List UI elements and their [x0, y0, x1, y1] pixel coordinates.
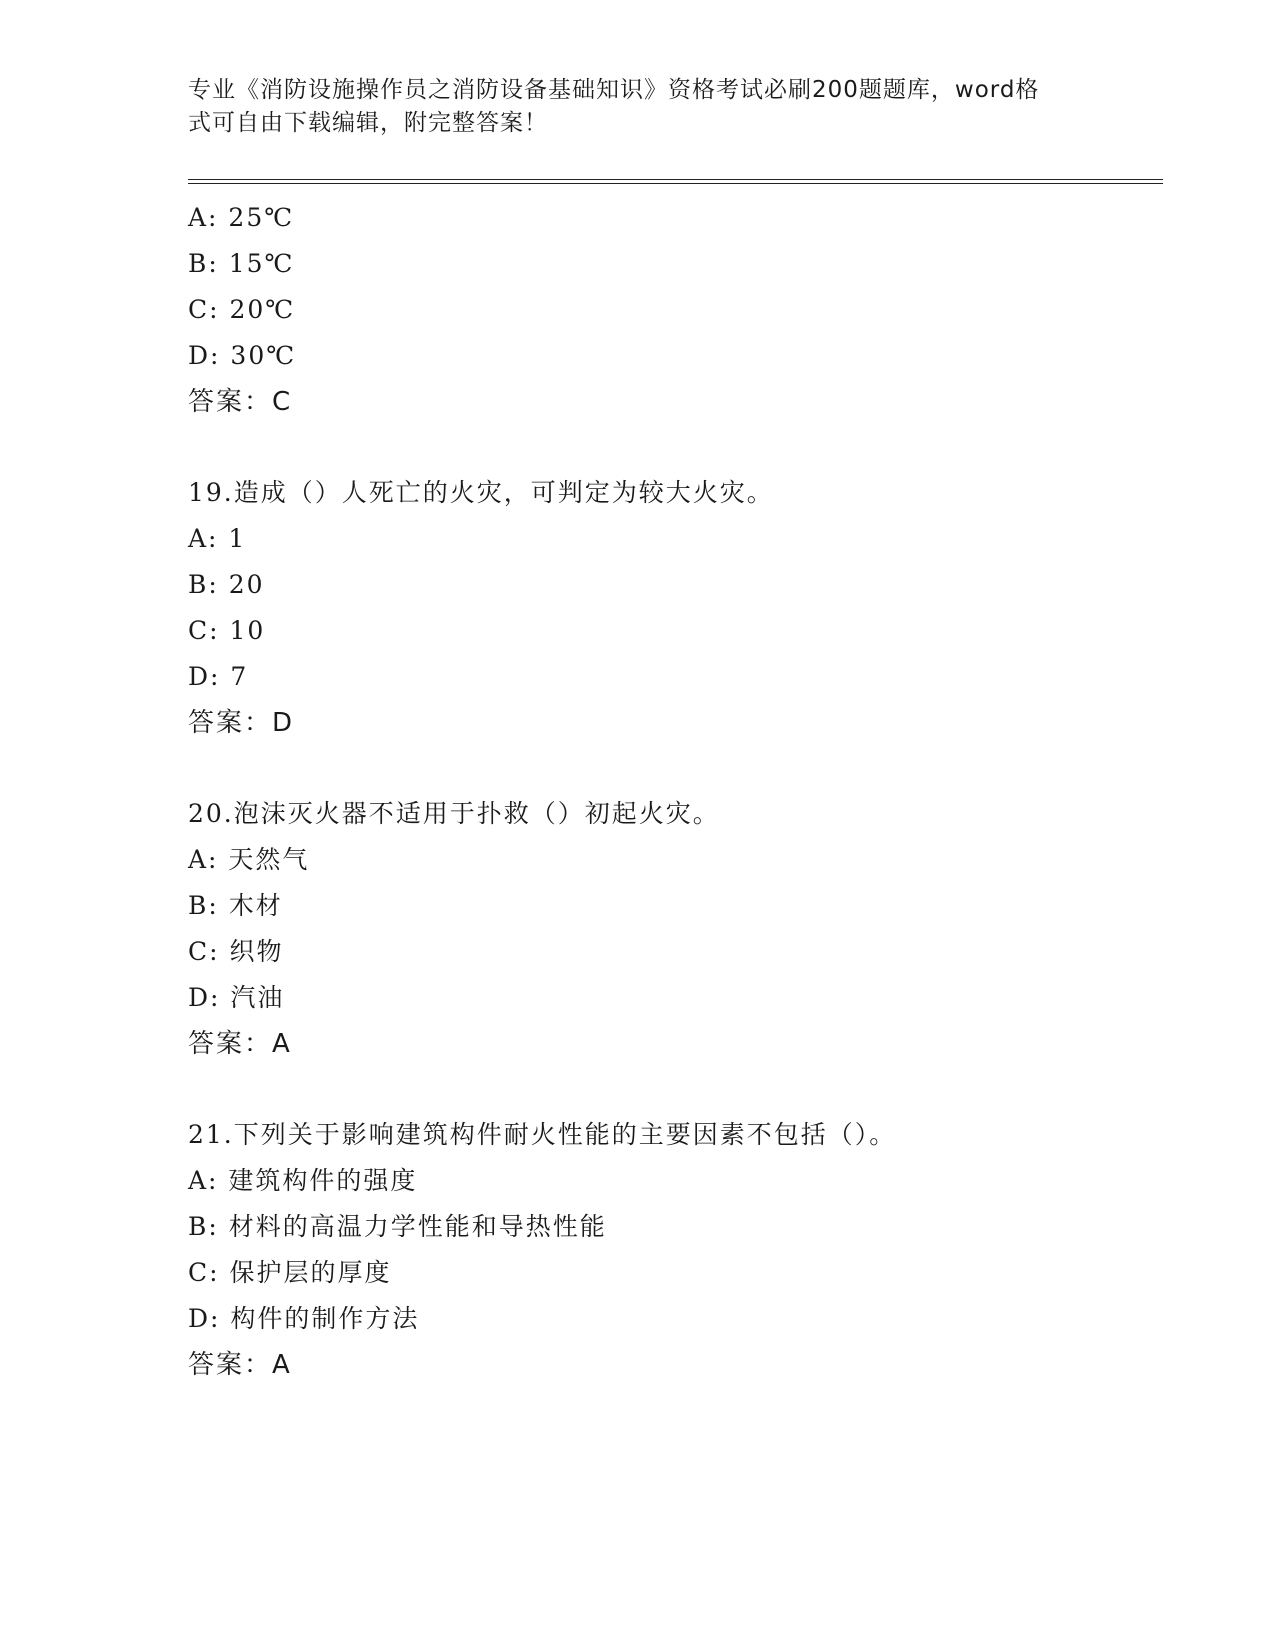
option-b: B: 材料的高温力学性能和导热性能: [188, 1212, 607, 1241]
header-divider-top: [188, 179, 1163, 180]
document-header: [188, 74, 1088, 140]
option-d: D: 汽油: [188, 983, 285, 1012]
spacer: [188, 746, 1188, 791]
option-c: C: 10: [188, 616, 266, 645]
answer-line: 答案：A: [188, 1350, 292, 1380]
option-a: A: 1: [188, 524, 247, 553]
question-text: 20.泡沫灭火器不适用于扑救（）初起火灾。: [188, 799, 720, 828]
option-b: B: 15℃: [188, 249, 295, 278]
option-b: B: 20: [188, 570, 265, 599]
header-line-1: 专业《消防设施操作员之消防设备基础知识》资格考试必刷200题题库，word格: [188, 77, 1040, 103]
answer-line: 答案：A: [188, 1029, 292, 1059]
option-c: C: 织物: [188, 937, 284, 966]
header-line-2: 式可自由下载编辑，附完整答案！: [188, 110, 548, 136]
question-text: 19.造成（）人死亡的火灾，可判定为较大火灾。: [188, 478, 774, 507]
question-text: 21.下列关于影响建筑构件耐火性能的主要因素不包括（）。: [188, 1120, 897, 1149]
question-block-19: [188, 470, 1188, 746]
option-a: A: 建筑构件的强度: [188, 1166, 418, 1195]
header-divider-bottom: [188, 183, 1163, 184]
question-block-20: [188, 791, 1188, 1067]
option-d: D: 构件的制作方法: [188, 1304, 420, 1333]
answer-line: 答案：D: [188, 708, 295, 738]
option-a: A: 25℃: [188, 203, 295, 232]
spacer: [188, 1067, 1188, 1112]
option-a: A: 天然气: [188, 845, 310, 874]
option-d: D: 30℃: [188, 341, 297, 370]
question-list: [188, 195, 1188, 1388]
spacer: [188, 425, 1188, 470]
question-block-18: [188, 195, 1188, 425]
option-c: C: 20℃: [188, 295, 296, 324]
answer-line: 答案：C: [188, 387, 293, 417]
option-b: B: 木材: [188, 891, 283, 920]
option-d: D: 7: [188, 662, 249, 691]
option-c: C: 保护层的厚度: [188, 1258, 392, 1287]
question-block-21: [188, 1112, 1188, 1388]
